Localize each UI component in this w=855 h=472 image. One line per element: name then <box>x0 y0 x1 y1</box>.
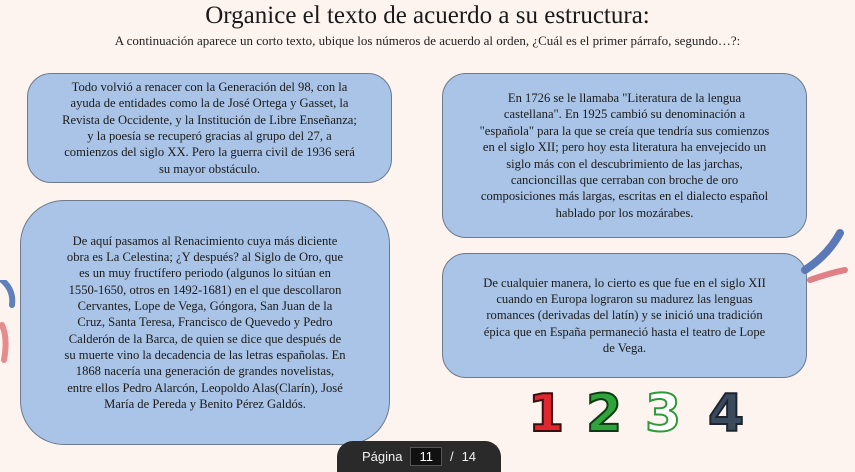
page-navigator <box>337 441 501 472</box>
paragraph-box-1726[interactable]: En 1726 se le llamaba "Literatura de la lengua castellana". En 1925 cambió su denominación a "española" para la que se creía que tendría sus comienzos en el siglo XII; pero hoy esta literatura ha envejecido un siglo más con el descubrimiento de las jarchas, cancioncillas que cerraban con broche de oro composiciones más largas, escritas en el dialecto español hablado por los mozárabes. <box>442 73 807 238</box>
total-pages: 14 <box>461 449 477 464</box>
page-separator: / <box>449 449 454 464</box>
instructions-text: A continuación aparece un corto texto, ubique los números de acuerdo al orden, ¿Cuál es el primer párrafo, segundo…?: <box>114 33 741 48</box>
draggable-number-2[interactable]: 2 <box>586 384 623 444</box>
paragraph-box-generacion-98[interactable]: Todo volvió a renacer con la Generación del 98, con la ayuda de entidades como la de José Ortega y Gasset, la Revista de Occidente, y la Institución de Libre Enseñanza; y la poesía se recuperó gracias al grupo del 27, a comienzos del siglo XX. Pero la guerra civil de 1936 será su mayor obstáculo. <box>27 73 392 183</box>
page-label: Página <box>361 449 403 464</box>
paragraph-box-renacimiento[interactable]: De aquí pasamos al Renacimiento cuya más diciente obra es La Celestina; ¿Y después? al Siglo de Oro, que es un muy fructífero periodo (algunos lo sitúan en 1550-1650, otros en 1492-1681) en el que descollaron Cervantes, Lope de Vega, Góngora, San Juan de la Cruz, Santa Teresa, Francisco de Quevedo y Pedro Calderón de la Barca, de quien se dice que después de su muerte vino la decadencia de las letras españolas. En 1868 nacería una generación de grandes novelistas, entre ellos Pedro Alarcón, Leopoldo Alas(Clarín), José María de Pereda y Benito Pérez Galdós. <box>20 200 390 445</box>
decorative-stroke-left <box>0 280 30 370</box>
draggable-number-3[interactable]: 3 <box>645 384 682 444</box>
decorative-stroke-right <box>800 225 855 315</box>
page-title: Organice el texto de acuerdo a su estructura: <box>205 2 650 29</box>
current-page-input[interactable]: 11 <box>410 447 442 466</box>
draggable-number-4[interactable]: 4 <box>708 384 745 444</box>
draggable-number-1[interactable]: 1 <box>528 384 565 444</box>
paragraph-box-siglo-xii[interactable]: De cualquier manera, lo cierto es que fue en el siglo XII cuando en Europa lograron su madurez las lenguas romances (derivadas del latín) y se inició una tradición épica que en España permaneció hasta el teatro de Lope de Vega. <box>442 253 807 378</box>
